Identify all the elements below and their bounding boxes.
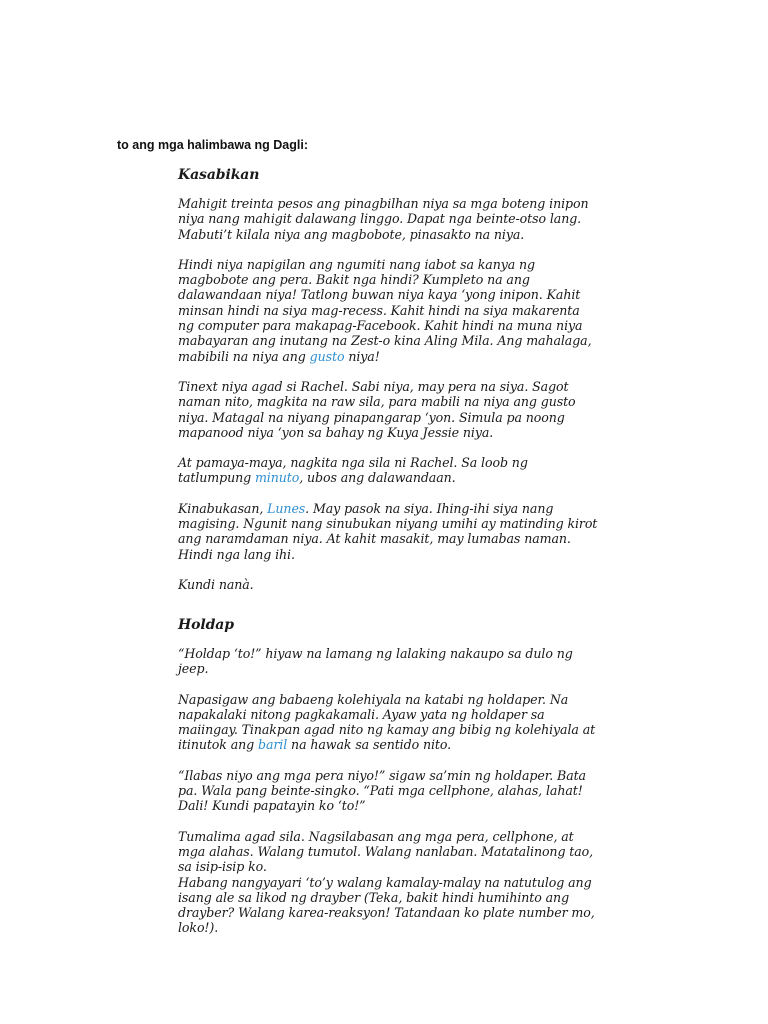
paragraph: Mahigit treinta pesos ang pinagbilhan niya sa mga boteng inipon niya nang mahigit dalawang linggo. Dapat nga beinte-otso lang. Mabuti’t kilala niya ang magbobote, pinasakto na niya. xyxy=(178,196,589,242)
paragraph: Hindi niya napigilan ang ngumiti nang iabot sa kanya ng magbobote ang pera. Bakit nga hindi? Kumpleto na ang dalawandaan niya! Tatlong buwan niya kaya ‘yong inipon. Kahit minsan hindi na siya mag-recess. Kahit hindi na siya makarenta ng computer para makapag-Facebook. Kahit hindi na muna niya mabayaran ang inutang na Zest-o kina Aling Mila. Ang mahalaga, mabibili na niya ang gusto niya! xyxy=(178,256,592,364)
paragraph: Napasigaw ang babaeng kolehiyala na katabi ng holdaper. Na napakalaki nitong pagkakamali. Ayaw yata ng holdaper sa maiingay. Tinakpan agad nito ng kamay ang bibig ng kolehiyala at itinutok ang baril na hawak sa sentido nito. xyxy=(178,691,596,753)
story-holdap xyxy=(178,616,598,951)
paragraph: “Holdap ‘to!” hiyaw na lamang ng lalaking nakaupo sa dulo ng jeep. xyxy=(178,646,573,677)
paragraph: “Ilabas niyo ang mga pera niyo!” sigaw sa’min ng holdaper. Bata pa. Wala pang beinte-singko. “Pati mga cellphone, alahas, lahat! Dali! Kundi papatayin ko ‘to!” xyxy=(178,767,586,814)
paragraph: At pamaya-maya, nagkita nga sila ni Rachel. Sa loob ng tatlumpung minuto, ubos ang dalawandaan. xyxy=(178,455,528,486)
intro-heading: to ang mga halimbawa ng Dagli: xyxy=(117,138,308,152)
story-title: Holdap xyxy=(178,617,234,633)
link-baril[interactable]: baril xyxy=(258,737,288,753)
link-minuto[interactable]: minuto xyxy=(254,470,300,486)
story-title: Kasabikan xyxy=(178,167,260,183)
link-lunes[interactable]: Lunes xyxy=(267,500,306,516)
story-kasabikan xyxy=(178,166,598,607)
paragraph: Kinabukasan, Lunes. May pasok na siya. Ihing-ihi siya nang magising. Ngunit nang sinubukan niyang umihi ay matinding kirot ang naramdaman niya. At kahit masakit, may lumabas naman. Hindi nga lang ihi. xyxy=(178,500,598,562)
link-gusto[interactable]: gusto xyxy=(309,348,345,364)
paragraph: Habang nangyayari ‘to’y walang kamalay-malay na natutulog ang isang ale sa likod ng drayber (Teka, bakit hindi humihinto ang drayber? Walang karea-reaksyon! Tatandaan ko plate number mo, loko!). xyxy=(178,874,595,936)
paragraph: Kundi nanà. xyxy=(178,576,254,592)
paragraph: Tinext niya agad si Rachel. Sabi niya, may pera na siya. Sagot naman nito, magkita na raw sila, para mabili na niya ang gusto niya. Matagal na niyang pinapangarap ‘yon. Simula pa noong mapanood niya ‘yon sa bahay ng Kuya Jessie niya. xyxy=(178,378,576,440)
paragraph: Tumalima agad sila. Nagsilabasan ang mga pera, cellphone, at mga alahas. Walang tumutol. Walang nanlaban. Matatalinong tao, sa isip-isip ko. xyxy=(178,828,594,875)
